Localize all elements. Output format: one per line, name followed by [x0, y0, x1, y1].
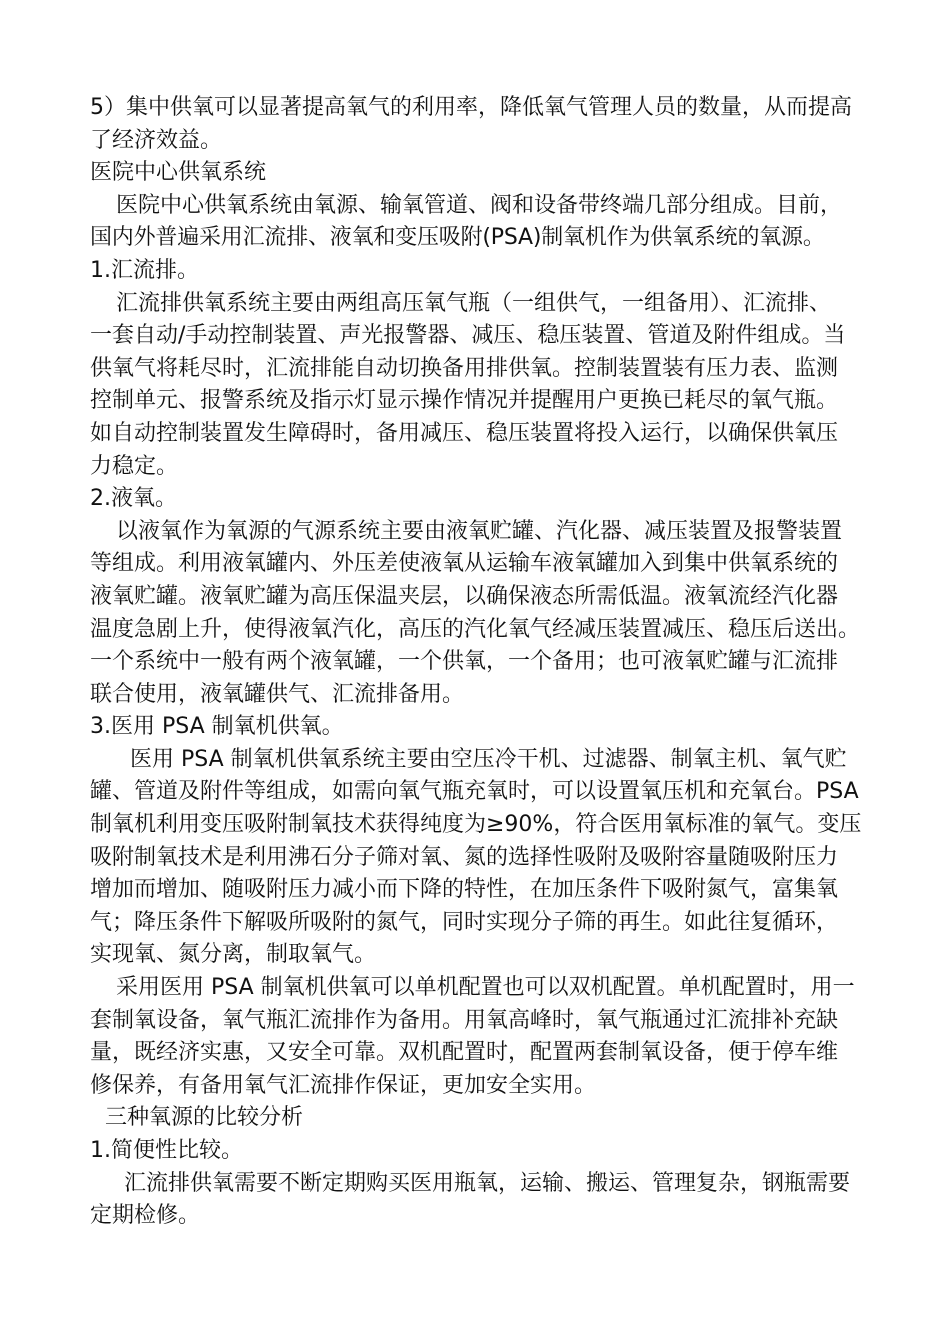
text-line: 气；降压条件下解吸所吸附的氮气，同时实现分子筛的再生。如此往复循环，: [90, 909, 839, 935]
text-line: 供氧气将耗尽时，汇流排能自动切换备用排供氧。控制装置装有压力表、监测: [90, 355, 839, 381]
text-line: 套制氧设备，氧气瓶汇流排作为备用。用氧高峰时，氧气瓶通过汇流排补充缺: [90, 1007, 839, 1033]
text-line: 温度急剧上升，使得液氧汽化，高压的汽化氧气经减压装置减压、稳压后送出。: [90, 616, 861, 642]
text-line: 联合使用，液氧罐供气、汇流排备用。: [90, 681, 465, 707]
text-line: 5）集中供氧可以显著提高氧气的利用率，降低氧气管理人员的数量，从而提高: [90, 95, 852, 120]
text-line: 汇流排供氧系统主要由两组高压氧气瓶（一组供气，一组备用）、汇流排、: [116, 290, 832, 316]
text-line: 医用 PSA 制氧机供氧系统主要由空压冷干机、过滤器、制氧主机、氧气贮: [130, 746, 847, 772]
text-line: 罐、管道及附件等组成，如需向氧气瓶充氧时，可以设置氧压机和充氧台。PSA: [90, 779, 859, 805]
text-line: 国内外普遍采用汇流排、液氧和变压吸附(PSA)制氧机作为供氧系统的氧源。: [90, 225, 825, 251]
text-line: 修保养，有备用氧气汇流排作保证，更加安全实用。: [90, 1072, 597, 1098]
text-line: 力稳定。: [90, 453, 179, 479]
text-line: 汇流排供氧需要不断定期购买医用瓶氧，运输、搬运、管理复杂，钢瓶需要: [124, 1170, 851, 1196]
text-line: 实现氧、氮分离，制取氧气。: [90, 942, 377, 968]
subsection-heading: 2.液氧。: [90, 486, 177, 512]
text-line: 液氧贮罐。液氧贮罐为高压保温夹层，以确保液态所需低温。液氧流经汽化器: [90, 583, 839, 609]
text-line: 如自动控制装置发生障碍时，备用减压、稳压装置将投入运行，以确保供氧压: [90, 420, 839, 446]
text-line: 吸附制氧技术是利用沸石分子筛对氧、氮的选择性吸附及吸附容量随吸附压力: [90, 844, 839, 870]
text-line: 制氧机利用变压吸附制氧技术获得纯度为≥90%，符合医用氧标准的氧气。变压: [90, 812, 862, 838]
text-line: 定期检修。: [90, 1203, 201, 1229]
section-heading: 医院中心供氧系统: [90, 160, 267, 186]
text-line: 控制单元、报警系统及指示灯显示操作情况并提醒用户更换已耗尽的氧气瓶。: [90, 388, 839, 414]
text-line: 了经济效益。: [90, 127, 223, 153]
subsection-heading: 3.医用 PSA 制氧机供氧。: [90, 714, 344, 740]
subsection-heading: 1.简便性比较。: [90, 1138, 243, 1163]
text-line: 等组成。利用液氧罐内、外压差使液氧从运输车液氧罐加入到集中供氧系统的: [90, 551, 839, 577]
text-line: 一套自动/手动控制装置、声光报警器、减压、稳压装置、管道及附件组成。当: [90, 323, 846, 349]
text-line: 以液氧作为氧源的气源系统主要由液氧贮罐、汽化器、减压装置及报警装置: [116, 518, 843, 544]
text-line: 量，既经济实惠，又安全可靠。双机配置时，配置两套制氧设备，便于停车维: [90, 1040, 839, 1066]
text-line: 医院中心供氧系统由氧源、输氧管道、阀和设备带终端几部分组成。目前，: [116, 192, 843, 218]
subsection-heading: 1.汇流排。: [90, 257, 199, 283]
text-line: 采用医用 PSA 制氧机供氧可以单机配置也可以双机配置。单机配置时，用一: [116, 975, 855, 1001]
section-heading: 三种氧源的比较分析: [105, 1105, 304, 1131]
text-line: 增加而增加、随吸附压力减小而下降的特性，在加压条件下吸附氮气，富集氧: [90, 877, 839, 903]
text-line: 一个系统中一般有两个液氧罐，一个供氧，一个备用；也可液氧贮罐与汇流排: [90, 649, 839, 675]
document-page: [90, 92, 870, 1233]
